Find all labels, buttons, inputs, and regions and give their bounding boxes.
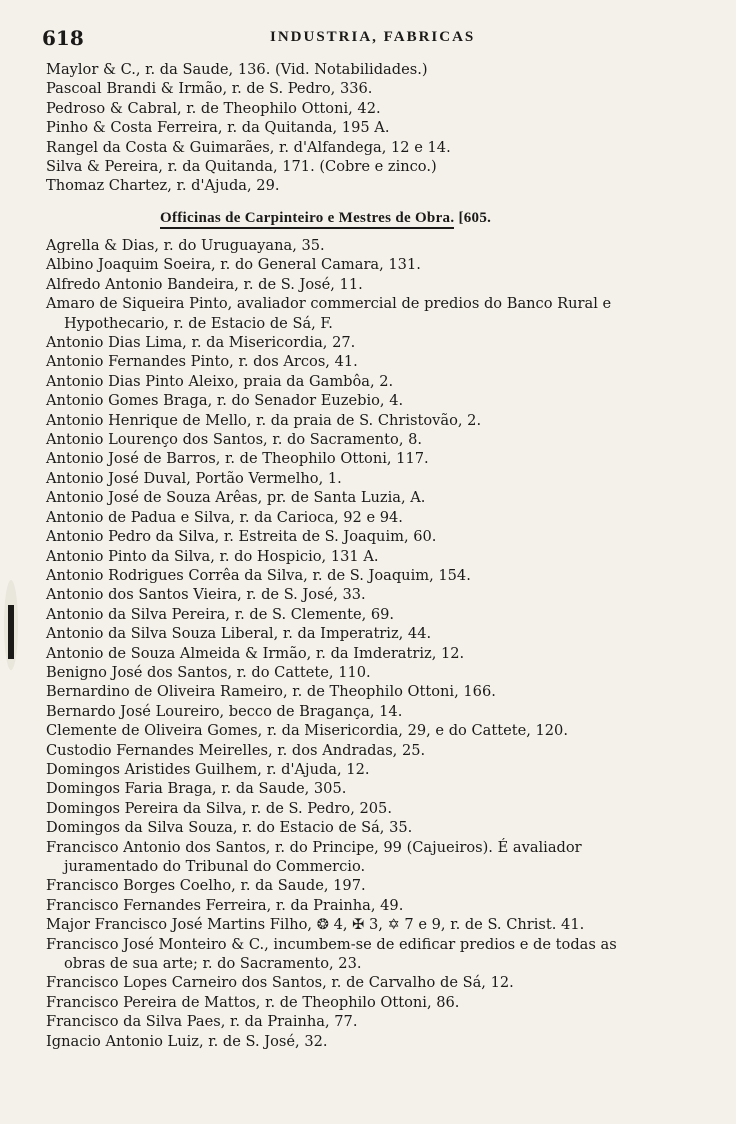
entry-text: Francisco Pereira de Mattos, r. de Theophilo Ottoni, 86. — [46, 993, 460, 1011]
directory-entry: Maylor & C., r. da Saude, 136. (Vid. Notabilidades.) — [46, 61, 428, 78]
entry-text: Antonio Fernandes Pinto, r. dos Arcos, 41. — [46, 353, 358, 371]
entry-text: Domingos Pereira da Silva, r. de S. Pedro, 205. — [46, 799, 392, 817]
entry-continuation: Hypothecario, r. de Estacio de Sá, F. — [64, 314, 333, 332]
directory-entry — [46, 876, 706, 895]
entry-text: Domingos Faria Braga, r. da Saude, 305. — [46, 780, 347, 798]
entry-text: Antonio Pinto da Silva, r. do Hospicio, 131 A. — [46, 547, 379, 565]
directory-entry — [46, 255, 706, 274]
entry-text: Antonio Lourenço dos Santos, r. do Sacramento, 8. — [46, 431, 423, 449]
entry-text: Bernardo José Loureiro, becco de Bragança, 14. — [46, 702, 403, 720]
entry-text: Antonio de Padua e Silva, r. da Carioca, 92 e 94. — [46, 508, 403, 526]
directory-entry — [46, 469, 706, 488]
page-number: 618 — [42, 26, 84, 50]
directory-entry — [46, 508, 706, 527]
entry-text: Domingos da Silva Souza, r. do Estacio de Sá, 35. — [46, 819, 413, 837]
entry-text: Francisco Fernandes Ferreira, r. da Prainha, 49. — [46, 896, 404, 914]
entry-text: Major Francisco José Martins Filho, ❂ 4, ✠ 3, ✡ 7 e 9, r. de S. Christ. 41. — [46, 916, 585, 934]
directory-entry — [46, 935, 706, 974]
running-title: INDUSTRIA, FABRICAS — [270, 29, 476, 45]
directory-entry — [46, 605, 706, 624]
directory-entry — [46, 372, 706, 391]
directory-entry — [46, 993, 706, 1012]
directory-entry — [46, 527, 706, 546]
entry-text: Amaro de Siqueira Pinto, avaliador commercial de predios do Banco Rural e — [46, 295, 612, 313]
entry-text: Benigno José dos Santos, r. do Cattete, 110. — [46, 663, 371, 681]
directory-entry — [46, 663, 706, 682]
entry-text: Albino Joaquim Soeira, r. do General Camara, 131. — [46, 256, 421, 274]
entry-text: Antonio Rodrigues Corrêa da Silva, r. de S. Joaquim, 154. — [46, 566, 471, 584]
directory-entry — [46, 430, 706, 449]
entry-text: Antonio Gomes Braga, r. do Senador Euzebio, 4. — [46, 392, 404, 410]
directory-entry — [46, 1012, 706, 1031]
directory-entry: Silva & Pereira, r. da Quitanda, 171. (Cobre e zinco.) — [46, 158, 437, 176]
entry-text: Francisco Antonio dos Santos, r. do Principe, 99 (Cajueiros). É avaliador — [46, 838, 582, 856]
entry-continuation: juramentado do Tribunal do Commercio. — [64, 858, 366, 875]
directory-entry — [46, 411, 706, 430]
directory-entry — [46, 352, 706, 371]
directory-entry — [46, 391, 706, 410]
entry-text: Bernardino de Oliveira Rameiro, r. de Theophilo Ottoni, 166. — [46, 683, 496, 701]
directory-entry — [46, 488, 706, 507]
directory-entry — [46, 644, 706, 663]
entry-text: Antonio Dias Pinto Aleixo, praia da Gambôa, 2. — [46, 372, 394, 390]
entry-text: Ignacio Antonio Luiz, r. de S. José, 32. — [46, 1032, 328, 1050]
directory-entry: Pinho & Costa Ferreira, r. da Quitanda, 195 A. — [46, 119, 390, 137]
directory-entry — [46, 624, 706, 643]
directory-entry — [46, 818, 706, 837]
entry-text: Antonio José Duval, Portão Vermelho, 1. — [46, 469, 342, 487]
directory-entry — [46, 449, 706, 468]
entry-text: Francisco José Monteiro & C., incumbem-se de edificar predios e de todas as — [46, 935, 617, 953]
directory-entry — [46, 585, 706, 604]
directory-entry — [46, 682, 706, 701]
directory-entry — [46, 294, 706, 333]
entry-text: Antonio de Souza Almeida & Irmão, r. da Imderatriz, 12. — [46, 644, 465, 662]
entry-text: Antonio Dias Lima, r. da Misericordia, 27. — [46, 334, 356, 352]
directory-entry — [46, 741, 706, 760]
entry-text: Antonio Henrique de Mello, r. da praia de S. Christovão, 2. — [46, 411, 482, 429]
directory-entry: Thomaz Chartez, r. d'Ajuda, 29. — [46, 177, 280, 195]
directory-entry: Pascoal Brandi & Irmão, r. de S. Pedro, 336. — [46, 80, 373, 98]
directory-entry — [46, 838, 706, 877]
directory-entry — [46, 333, 706, 352]
directory-entry — [46, 702, 706, 721]
directory-entry — [46, 236, 706, 255]
entry-text: Francisco da Silva Paes, r. da Prainha, 77. — [46, 1013, 358, 1031]
entry-text: Antonio José de Souza Arêas, pr. de Santa Luzia, A. — [46, 489, 426, 507]
directory-entry — [46, 915, 706, 934]
entry-text: Antonio da Silva Souza Liberal, r. da Imperatriz, 44. — [46, 625, 432, 643]
entry-text: Antonio da Silva Pereira, r. de S. Clemente, 69. — [46, 605, 395, 623]
page-header — [42, 26, 702, 50]
entry-text: Francisco Lopes Carneiro dos Santos, r. de Carvalho de Sá, 12. — [46, 974, 514, 992]
section-heading-ref: [605. — [458, 210, 492, 226]
entry-text: Alfredo Antonio Bandeira, r. de S. José, 11. — [46, 275, 363, 293]
entry-text: Antonio Pedro da Silva, r. Estreita de S. Joaquim, 60. — [46, 528, 437, 546]
directory-entry: Pedroso & Cabral, r. de Theophilo Ottoni, 42. — [46, 99, 381, 117]
directory-entry — [46, 760, 706, 779]
section-heading — [160, 210, 491, 227]
directory-entry — [46, 896, 706, 915]
entry-text: Domingos Aristides Guilhem, r. d'Ajuda, 12. — [46, 760, 370, 778]
directory-entry — [46, 799, 706, 818]
entry-continuation: obras de sua arte; r. do Sacramento, 23. — [64, 955, 362, 973]
directory-entry — [46, 275, 706, 294]
directory-entry — [46, 566, 706, 585]
entry-list-continued — [46, 60, 706, 196]
directory-entry — [46, 547, 706, 566]
entry-text: Antonio José de Barros, r. de Theophilo Ottoni, 117. — [46, 450, 429, 468]
directory-entry: Rangel da Costa & Guimarães, r. d'Alfandega, 12 e 14. — [46, 138, 451, 156]
entry-text: Francisco Borges Coelho, r. da Saude, 197. — [46, 877, 366, 895]
directory-entry — [46, 721, 706, 740]
directory-entry — [46, 973, 706, 992]
entry-list-carpenters — [46, 236, 706, 1051]
directory-entry — [46, 779, 706, 798]
entry-text: Clemente de Oliveira Gomes, r. da Misericordia, 29, e do Cattete, 120. — [46, 722, 568, 740]
section-heading-title: Officinas de Carpinteiro e Mestres de Obra. — [160, 210, 454, 229]
entry-text: Custodio Fernandes Meirelles, r. dos Andradas, 25. — [46, 741, 426, 759]
entry-text: Antonio dos Santos Vieira, r. de S. José, 33. — [46, 586, 366, 604]
directory-entry — [46, 1032, 706, 1051]
entry-text: Agrella & Dias, r. do Uruguayana, 35. — [46, 237, 325, 254]
margin-ink-mark — [8, 605, 14, 659]
